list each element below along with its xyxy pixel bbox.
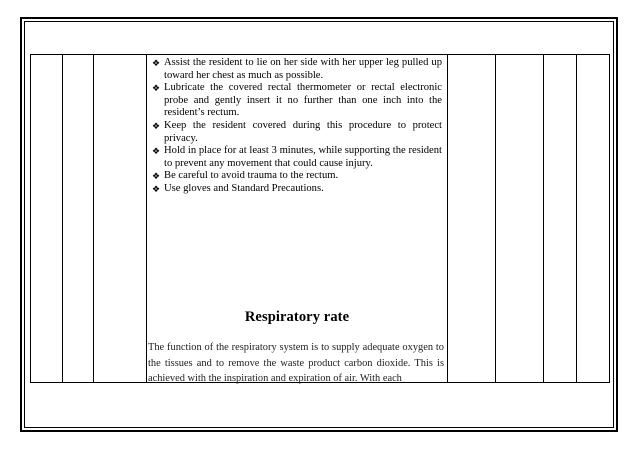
list-item: ❖ Be careful to avoid trauma to the rectum. (152, 170, 339, 182)
list-item: ❖ Keep the resident covered during this procedure to protect privacy. (152, 119, 442, 144)
list-item: ❖ Hold in place for at least 3 minutes, while supporting the resident to prevent any movement that could cause injury. (152, 145, 442, 169)
diamond-bullet-icon: ❖ (152, 146, 161, 157)
diamond-bullet-icon: ❖ (152, 120, 161, 131)
table-column-divider (62, 54, 63, 383)
table-column-divider (543, 54, 544, 383)
diamond-bullet-icon: ❖ (152, 171, 161, 182)
procedure-steps (150, 57, 442, 196)
list-item: ❖ Assist the resident to lie on her side with her upper leg pulled up toward her chest as much as possible. (152, 57, 442, 81)
diamond-bullet-icon: ❖ (152, 83, 161, 94)
table-column-divider (576, 54, 577, 383)
list-item: ❖ Lubricate the covered rectal thermometer or rectal electronic probe and gently insert it no further than one inch into the resident’s rectum. (152, 82, 442, 119)
table-column-divider (495, 54, 496, 383)
diamond-bullet-icon: ❖ (152, 183, 161, 194)
section-paragraph: The function of the respiratory system is to supply adequate oxygen to the tissues and to remove the waste product carbon dioxide. This is achieved with the inspiration and expiration of air. With each (148, 342, 444, 384)
section-heading: Respiratory rate (244, 309, 350, 325)
list-item: ❖ Use gloves and Standard Precautions. (152, 182, 324, 194)
table-column-divider (447, 54, 448, 383)
table-column-divider (93, 54, 94, 383)
diamond-bullet-icon: ❖ (152, 58, 161, 68)
bullet-list (150, 57, 442, 196)
table-column-divider (146, 54, 147, 383)
